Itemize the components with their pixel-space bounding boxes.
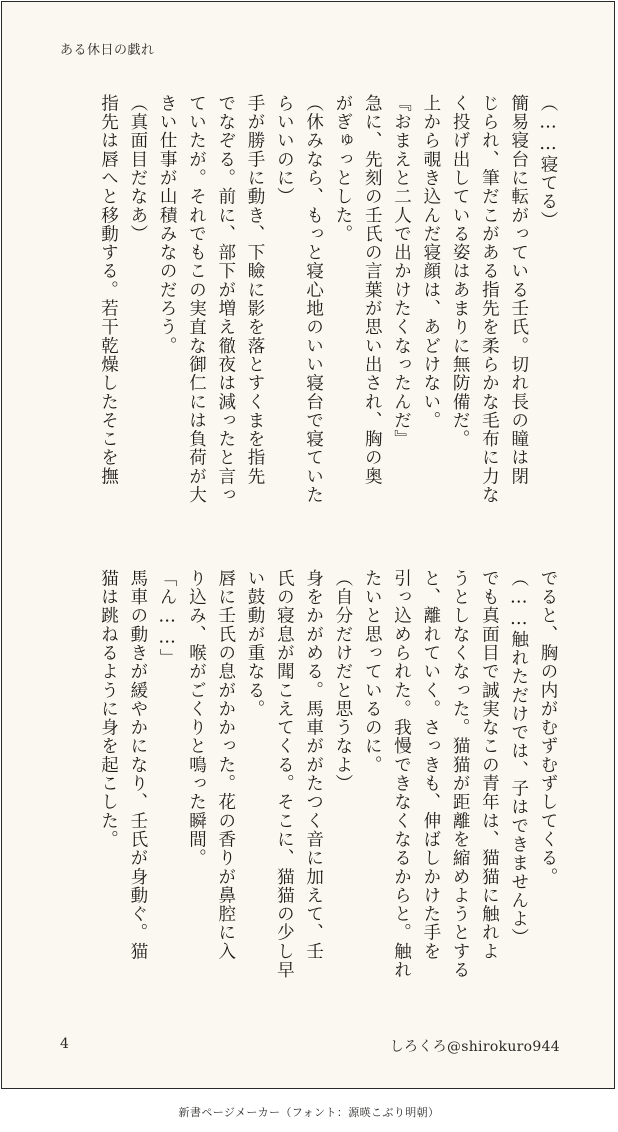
text-line: と、離れていく。さっきも、伸ばしかけた手を — [420, 569, 441, 961]
text-line: （休みなら、もっと寝心地のいい寝台で寝ていた — [303, 94, 324, 505]
text-line: 身をかがめる。馬車ががたつく音に加えて、壬 — [303, 569, 324, 961]
text-line: うとしなくなった。猫猫が距離を縮めようとする — [450, 569, 471, 980]
text-line: 「ん……」 — [157, 569, 178, 668]
text-line: ていたが。それでもこの実直な御仁には負荷が大 — [186, 94, 207, 505]
text-column-bottom — [93, 569, 562, 980]
book-page — [1, 1, 615, 1089]
text-line: （……寝てる） — [538, 94, 558, 230]
text-line: でなぞる。前に、部下が増え徹夜は減ったと言っ — [215, 94, 236, 505]
text-line: がぎゅっとした。 — [332, 94, 353, 244]
text-line: たいと思っているのに。 — [362, 569, 383, 775]
text-line: 簡易寝台に転がっている壬氏。切れ長の瞳は閉 — [508, 94, 529, 486]
page-number: 4 — [60, 1036, 69, 1052]
text-line: 手が勝手に動き、下瞼に影を落とすくまを指先 — [245, 94, 266, 486]
text-line: （真面目だなあ） — [127, 94, 148, 244]
text-line: く投げ出している姿はあまりに無防備だ。 — [450, 94, 471, 449]
text-line: 引っ込められた。我慢できなくなるからと。触れ — [391, 569, 412, 980]
text-line: でると、胸の内がむずむずしてくる。 — [538, 569, 558, 887]
text-column-top — [93, 94, 562, 524]
text-line: らいいのに） — [274, 94, 295, 206]
text-line: 『おまえと二人で出かけたくなったんだ』 — [391, 94, 412, 449]
text-line: 急に、先刻の壬氏の言葉が思い出され、胸の奥 — [362, 94, 383, 486]
text-line: 指先は唇へと移動する。若干乾燥したそこを撫 — [98, 94, 119, 486]
text-line: きい仕事が山積みなのだろう。 — [157, 94, 178, 356]
text-line: り込み、喉がごくりと鳴った瞬間。 — [186, 569, 207, 868]
text-line: （……触れただけでは、子はできませんよ） — [508, 569, 529, 947]
author-credit: しろくろ@shirokuro944 — [389, 1039, 560, 1055]
text-line: 唇に壬氏の息がかかった。花の香りが鼻腔に入 — [215, 569, 236, 961]
text-line: 猫は跳ねるように身を起こした。 — [98, 569, 119, 849]
text-line: 馬車の動きが緩やかになり、壬氏が身動ぐ。猫 — [127, 569, 148, 961]
text-line: じられ、筆だこがある指先を柔らかな毛布に力な — [479, 94, 500, 505]
generator-credit: 新書ページメーカー（フォント：源暎こぶり明朝） — [178, 1106, 440, 1119]
text-line: （自分だけだと思うなよ） — [332, 569, 353, 793]
text-line: 氏の寝息が聞こえてくる。そこに、猫猫の少し早 — [274, 569, 295, 980]
text-line: 上から覗き込んだ寝顔は、あどけない。 — [420, 94, 441, 430]
text-line: でも真面目で誠実なこの青年は、猫猫に触れよ — [479, 569, 500, 961]
text-line: い鼓動が重なる。 — [245, 569, 266, 719]
page-title: ある休日の戯れ — [60, 43, 155, 58]
